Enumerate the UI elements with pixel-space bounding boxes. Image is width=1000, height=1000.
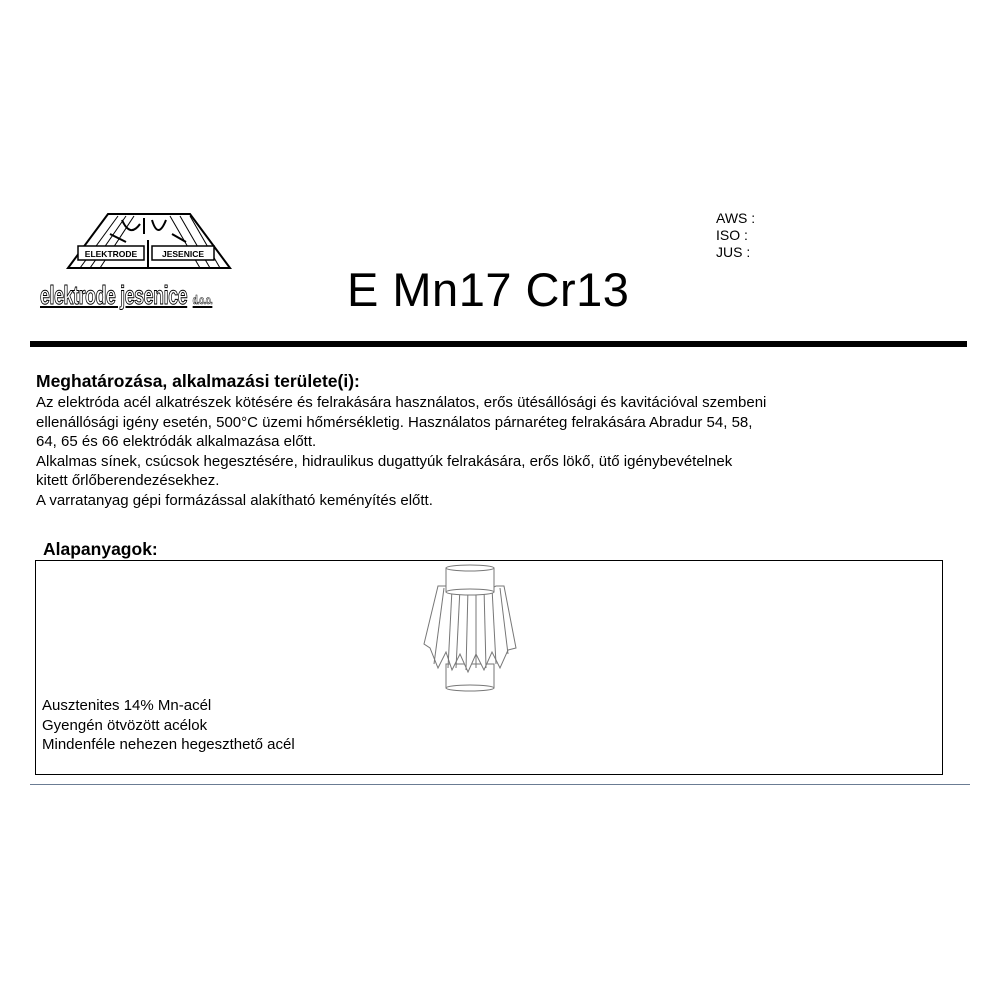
definition-line: Az elektróda acél alkatrészek kötésére és felrakására használatos, erős ütésállósági és kavitációval szembeni xyxy=(36,394,767,411)
definition-heading: Meghatározása, alkalmazási területe(i): xyxy=(36,371,360,391)
list-item: Gyengén ötvözött acélok xyxy=(42,716,208,734)
standard-aws: AWS : xyxy=(716,210,756,226)
header-divider xyxy=(30,341,967,347)
product-title: E Mn17 Cr13 xyxy=(347,263,630,316)
logo-company-suffix: d.o.o. xyxy=(192,293,213,307)
logo-company-name xyxy=(40,280,212,311)
list-item: Ausztenites 14% Mn-acél xyxy=(42,697,212,714)
base-materials-list xyxy=(42,696,295,755)
company-logo xyxy=(40,210,265,310)
standard-iso: ISO : xyxy=(716,227,748,243)
logo-company-text: elektrode jesenice xyxy=(40,280,188,310)
definition-line: 64, 65 és 66 elektródák alkalmazása előtt. xyxy=(36,433,317,451)
gear-shaft-icon xyxy=(420,564,522,692)
definition-text xyxy=(36,393,766,511)
logo-badge-right: JESENICE xyxy=(161,249,205,259)
list-item: Mindenféle nehezen hegeszthető acél xyxy=(42,736,295,754)
definition-line: A varratanyag gépi formázással alakítható keményítés előtt. xyxy=(36,491,433,509)
footer-divider xyxy=(30,784,970,785)
definition-line: ellenállósági igény esetén, 500°C üzemi hőmérsékletig. Használatos párnaréteg felrakására Abradur 54, 58, xyxy=(36,413,753,431)
standards-list xyxy=(716,210,755,261)
logo-badge-left: ELEKTRODE xyxy=(84,249,138,259)
base-materials-heading: Alapanyagok: xyxy=(43,539,158,559)
standard-jus: JUS : xyxy=(716,244,751,260)
definition-line: kitett őrlőberendezésekhez. xyxy=(36,472,220,490)
definition-line: Alkalmas sínek, csúcsok hegesztésére, hidraulikus dugattyúk felrakására, erős lökő, ütő igénybevételnek xyxy=(36,452,733,470)
